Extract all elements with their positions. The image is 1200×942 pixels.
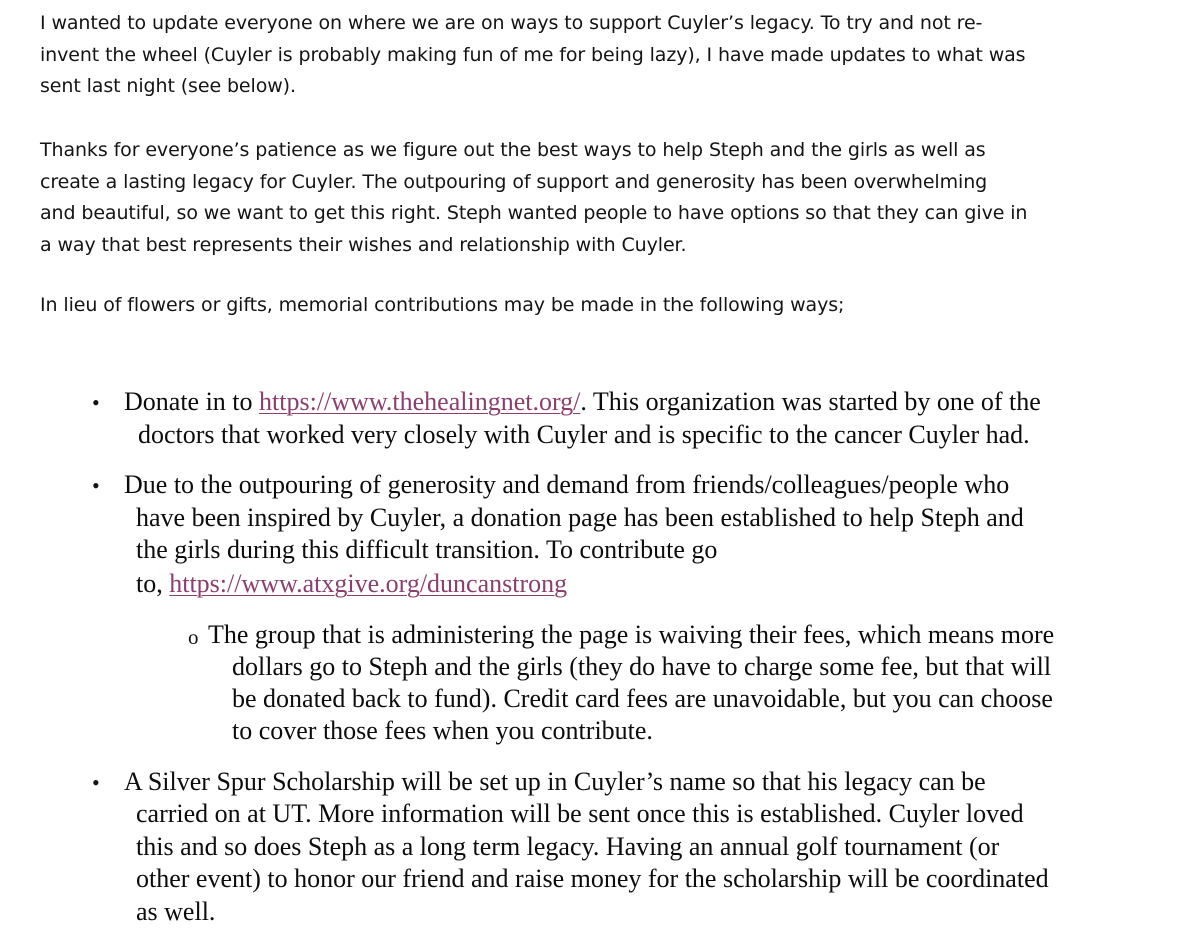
atxgive-line-4: [136, 568, 567, 600]
intro-p2-line-4: a way that best represents their wishes and relationship with Cuyler.: [40, 233, 687, 256]
intro-paragraph-1: [40, 8, 1180, 103]
intro-paragraph-3: [40, 290, 1180, 322]
intro-paragraph-2: [40, 135, 1180, 261]
intro-p2-line-1: Thanks for everyone’s patience as we figure out the best ways to help Steph and the girls as well as: [40, 139, 986, 161]
intro-p2-line-3: and beautiful, so we want to get this right. Steph wanted people to have options so that they can give in: [40, 202, 1028, 224]
scholarship-line-3: this and so does Steph as a long term legacy. Having an annual golf tournament (or: [136, 832, 1000, 861]
healingnet-line-1-pre: Donate in to: [124, 387, 260, 416]
atxgive-line-1: Due to the outpouring of generosity and demand from friends/colleagues/people who: [124, 470, 1010, 499]
atxgive-line-2: have been inspired by Cuyler, a donation page has been established to help Steph and: [136, 503, 1024, 532]
intro-p1-line-2: invent the wheel (Cuyler is probably making fun of me for being lazy), I have made updates to what was: [40, 43, 1026, 66]
sub-bullet-icon: o: [188, 625, 199, 649]
fees-line-3: be donated back to fund). Credit card fees are unavoidable, but you can choose: [232, 684, 1053, 713]
intro-p2-line-2: create a lasting legacy for Cuyler. The outpouring of support and generosity has been overwhelming: [40, 170, 988, 193]
bullet-icon: •: [92, 390, 100, 415]
healingnet-link[interactable]: https://www.thehealingnet.org/: [259, 387, 581, 416]
intro-p3-line: In lieu of flowers or gifts, memorial contributions may be made in the following ways;: [40, 294, 845, 316]
scholarship-line-1: A Silver Spur Scholarship will be set up in Cuyler’s name so that his legacy can be: [124, 767, 986, 796]
scholarship-line-2: carried on at UT. More information will be sent once this is established. Cuyler loved: [136, 799, 1024, 828]
scholarship-line-4: other event) to honor our friend and raise money for the scholarship will be coordinated: [136, 864, 1049, 893]
bullet-icon: •: [92, 473, 100, 498]
healingnet-line-2: doctors that worked very closely with Cuyler and is specific to the cancer Cuyler had.: [138, 420, 1030, 449]
healingnet-line-1-post: . This organization was started by one of the: [580, 387, 1041, 416]
atxgive-link[interactable]: https://www.atxgive.org/duncanstrong: [169, 569, 568, 598]
atxgive-line-3: the girls during this difficult transition. To contribute go: [136, 535, 718, 564]
healingnet-line-1: [124, 386, 1041, 418]
intro-p1-line-3: sent last night (see below).: [40, 75, 296, 97]
scholarship-line-5: as well.: [136, 897, 216, 926]
fees-line-2: dollars go to Steph and the girls (they do have to charge some fee, but that will: [232, 652, 1052, 681]
fees-line-4: to cover those fees when you contribute.: [232, 716, 653, 745]
intro-p1-line-1: I wanted to update everyone on where we are on ways to support Cuyler’s legacy. To try and not re-: [40, 12, 983, 34]
atxgive-line-4-pre: to,: [136, 569, 170, 598]
fees-line-1: The group that is administering the page is waiving their fees, which means more: [208, 620, 1055, 649]
bullet-icon: •: [92, 770, 100, 795]
